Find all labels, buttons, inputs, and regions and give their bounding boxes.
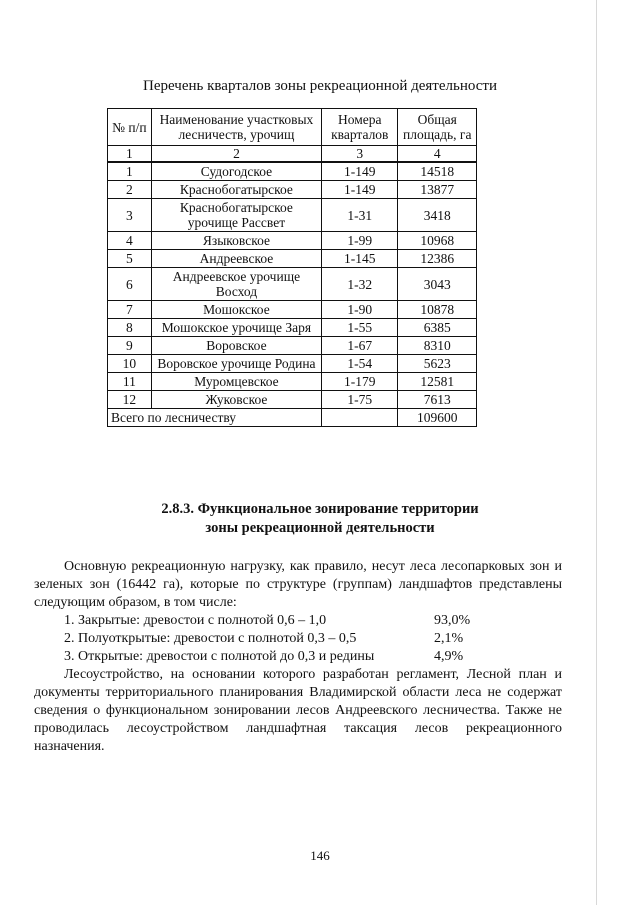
row-name: Мошокское урочище Заря [151,319,321,337]
list-item [34,648,562,666]
body-text [34,558,562,756]
total-area: 109600 [398,409,477,427]
row-name: Судогодское [151,162,321,181]
row-number: 7 [108,301,152,319]
column-number: 2 [151,146,321,163]
row-quarters: 1-32 [322,268,398,301]
list-item-text: 2. Полуоткрытые: древостои с полнотой 0,3 – 0,5 [64,631,357,646]
paragraph: Основную рекреационную нагрузку, как правило, несут леса лесопарковых зон и зеленых зон (16442 га), которые по структуре (группам) ландшафтов представлены следующим образом, в том числе: [34,559,562,610]
table-row [108,373,477,391]
page-margin-line [596,0,597,905]
table-row [108,337,477,355]
list-item-text: 3. Открытые: древостои с полнотой до 0,3 и редины [64,649,375,664]
row-area: 10878 [398,301,477,319]
row-quarters: 1-149 [322,181,398,199]
row-quarters: 1-55 [322,319,398,337]
header-name: Наименование участковых лесничеств, урочищ [151,109,321,146]
row-quarters: 1-145 [322,250,398,268]
row-area: 7613 [398,391,477,409]
total-quarters-empty [322,409,398,427]
list-item [34,612,562,630]
row-quarters: 1-99 [322,232,398,250]
row-name: Жуковское [151,391,321,409]
row-name: Воровское урочище Родина [151,355,321,373]
row-area: 13877 [398,181,477,199]
row-area: 5623 [398,355,477,373]
list-item [34,630,562,648]
row-quarters: 1-67 [322,337,398,355]
table-row [108,181,477,199]
row-number: 11 [108,373,152,391]
section-heading-line: зоны рекреационной деятельности [205,520,435,536]
table-row [108,301,477,319]
column-number-row [108,146,477,163]
row-number: 3 [108,199,152,232]
row-number: 2 [108,181,152,199]
row-number: 4 [108,232,152,250]
row-name: Воровское [151,337,321,355]
row-quarters: 1-54 [322,355,398,373]
table-row [108,250,477,268]
page-title: Перечень кварталов зоны рекреационной деятельности [143,78,497,94]
quarters-table [107,108,477,427]
row-number: 8 [108,319,152,337]
table-row [108,391,477,409]
header-number: № п/п [108,109,152,146]
header-area: Общая площадь, га [398,109,477,146]
header-quarters: Номера кварталов [322,109,398,146]
list-item-value: 2,1% [434,631,464,646]
row-area: 12386 [398,250,477,268]
section-heading-line: 2.8.3. Функциональное зонирование территории [161,501,479,517]
row-quarters: 1-179 [322,373,398,391]
row-area: 6385 [398,319,477,337]
table-row [108,199,477,232]
table-total-row [108,409,477,427]
row-name: Языковское [151,232,321,250]
page-number: 146 [310,848,330,863]
table-row [108,162,477,181]
row-quarters: 1-75 [322,391,398,409]
table-header-row [108,109,477,146]
total-label: Всего по лесничеству [108,409,322,427]
row-area: 3418 [398,199,477,232]
row-number: 9 [108,337,152,355]
row-name: Муромцевское [151,373,321,391]
table-row [108,268,477,301]
row-number: 5 [108,250,152,268]
row-area: 3043 [398,268,477,301]
row-name: Андреевское [151,250,321,268]
list-item-value: 4,9% [434,649,464,664]
row-number: 12 [108,391,152,409]
table-row [108,319,477,337]
table-row [108,355,477,373]
row-quarters: 1-31 [322,199,398,232]
row-area: 10968 [398,232,477,250]
column-number: 4 [398,146,477,163]
row-quarters: 1-149 [322,162,398,181]
list-item-value: 93,0% [434,613,471,628]
list-item-text: 1. Закрытые: древостои с полнотой 0,6 – 1,0 [64,613,327,628]
row-area: 14518 [398,162,477,181]
row-name: Краснобогатырское урочище Рассвет [151,199,321,232]
section-heading [0,500,640,538]
row-quarters: 1-90 [322,301,398,319]
row-name: Краснобогатырское [151,181,321,199]
row-number: 6 [108,268,152,301]
table-body [108,162,477,427]
table-row [108,232,477,250]
row-number: 10 [108,355,152,373]
row-name: Андреевское урочище Восход [151,268,321,301]
column-number: 1 [108,146,152,163]
row-area: 8310 [398,337,477,355]
row-number: 1 [108,162,152,181]
column-number: 3 [322,146,398,163]
row-area: 12581 [398,373,477,391]
paragraph: Лесоустройство, на основании которого разработан регламент, Лесной план и документы территориального планирования Владимирской области леса не содержат сведения о функциональном зонировании лесов Андреевского лесничества. Также не проводилась лесоустройством ландшафтная таксация лесов рекреационного назначения. [34,667,562,754]
row-name: Мошокское [151,301,321,319]
